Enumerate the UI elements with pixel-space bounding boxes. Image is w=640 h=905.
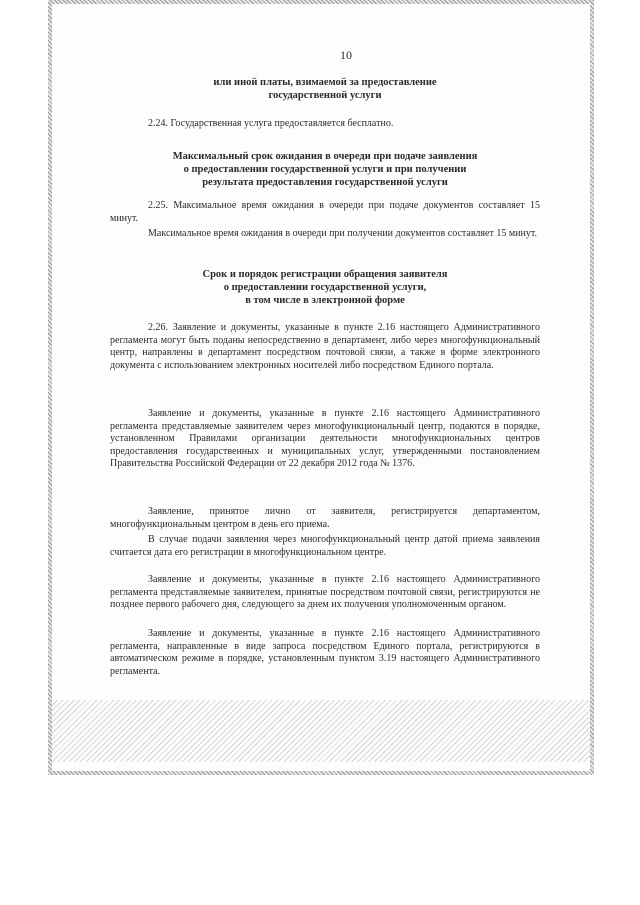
paragraph-2-25-submission: 2.25. Максимальное время ожидания в очереди при подаче документов составляет 15 минут. [110, 200, 540, 224]
heading-line: Максимальный срок ожидания в очереди при подаче заявления [172, 151, 478, 162]
heading-line: результата предоставления государственной услуги [202, 177, 448, 188]
paragraph-2-26-personal: Заявление, принятое лично от заявителя, регистрируется департаментом, многофункциональным центром в день его приема. [110, 506, 540, 530]
paragraph-2-24: 2.24. Государственная услуга предоставляется бесплатно. [148, 118, 394, 129]
heading-registration [110, 268, 540, 307]
paragraph-2-26-portal: Заявление и документы, указанные в пункте 2.16 настоящего Административного регламента, направленные в виде запроса посредством Единого портала, регистрируются в автоматическом режиме в порядке, установленным пунктом 3.19 настоящего Административного регламента. [110, 628, 540, 677]
paragraph-2-26-postal: Заявление и документы, указанные в пункте 2.16 настоящего Административного регламента представляемые заявителем, принятые посредством почтовой связи, регистрируются не позднее первого рабочего дня, следующего за днем их получения уполномоченным органом. [110, 574, 540, 611]
heading-line: Срок и порядок регистрации обращения заявителя [202, 269, 448, 280]
paragraph-2-26-mfc-date: В случае подачи заявления через многофункциональный центр датой приема заявления считается дата его регистрации в многофункциональном центре. [110, 534, 540, 558]
heading-line: о предоставлении государственной услуги и при получении [183, 164, 467, 175]
page-number: 10 [340, 48, 352, 62]
heading-line: о предоставлении государственной услуги, [223, 282, 427, 293]
scan-noise [52, 700, 590, 762]
paragraph-2-25-receipt: Максимальное время ожидания в очереди при получении документов составляет 15 минут. [148, 228, 537, 239]
heading-line: или иной платы, взимаемой за предоставление [213, 77, 437, 88]
paragraph-2-26-mfc-rules: Заявление и документы, указанные в пункте 2.16 настоящего Административного регламента представляемые заявителем через многофункциональный центр, подаются в порядке, установленном Правилами организации деятельности многофункциональных центров предоставления государственных и муниципальных услуг, утвержденными постановлением Правительства Российской Федерации от 22 декабря 2012 года № 1376. [110, 408, 540, 470]
heading-line: государственной услуги [268, 90, 382, 101]
heading-waiting-time [110, 150, 540, 189]
paragraph-2-26-submission-methods: 2.26. Заявление и документы, указанные в пункте 2.16 настоящего Административного регламента могут быть поданы непосредственно в департамент, либо через многофункциональный центр, направлены в департамент посредством почтовой связи, а также в форме электронного документа с использованием электронных носителей либо посредством Единого портала. [110, 322, 540, 371]
heading-fee [110, 76, 540, 102]
heading-line: в том числе в электронной форме [245, 295, 405, 306]
